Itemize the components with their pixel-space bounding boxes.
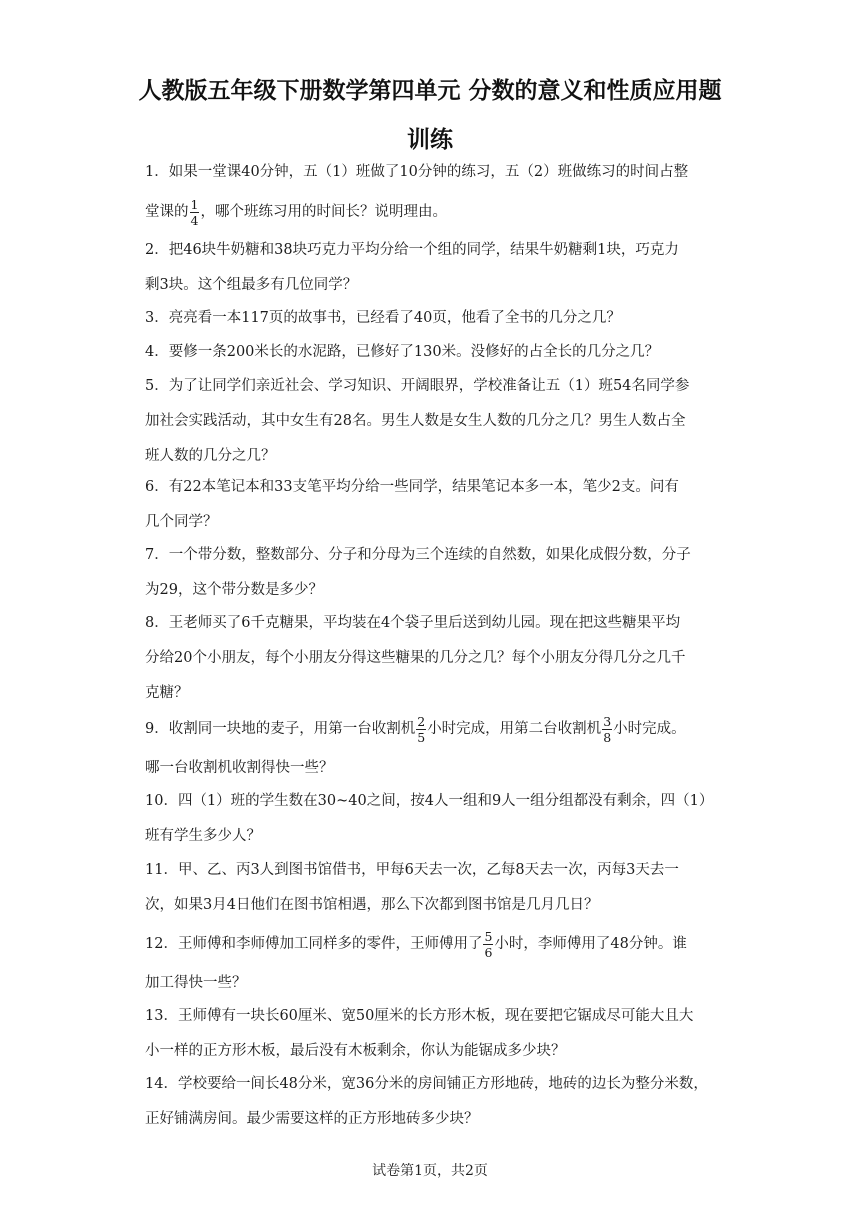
- fraction-denominator: 5: [417, 729, 426, 745]
- question-text: 哪一台收割机收割得快一些？: [145, 760, 334, 776]
- fraction: [602, 714, 612, 745]
- question-1: [145, 155, 723, 234]
- question-text: 分给20个小朋友，每个小朋友分得这些糖果的几分之几？每个小朋友分得几分之几千: [145, 650, 686, 666]
- question-text: 剩3块。这个组最多有几位同学？: [145, 277, 358, 293]
- question-number: 1．: [145, 164, 169, 180]
- question-text: 克糖？: [145, 685, 189, 701]
- question-text: 班有学生多少人？: [145, 828, 261, 844]
- question-8: [145, 606, 723, 711]
- question-text: 班人数的几分之几？: [145, 448, 276, 464]
- question-number: 4．: [145, 344, 169, 360]
- page-title-line-1: 人教版五年级下册数学第四单元 分数的意义和性质应用题: [138, 78, 722, 104]
- fraction: [483, 929, 493, 960]
- question-text: 王师傅有一块长60厘米、宽50厘米的长方形木板，现在要把它锯成尽可能大且大: [177, 1008, 694, 1024]
- question-text: 加工得快一些？: [145, 975, 247, 991]
- question-number: 8．: [145, 615, 169, 631]
- fraction-denominator: 4: [190, 212, 199, 228]
- question-6: [145, 470, 723, 540]
- question-text: 如果一堂课40分钟，五（1）班做了10分钟的练习，五（2）班做练习的时间占整: [168, 164, 689, 180]
- question-text: 为29，这个带分数是多少？: [145, 582, 323, 598]
- question-number: 14．: [145, 1076, 178, 1092]
- fraction-denominator: 8: [603, 729, 612, 745]
- question-3: [145, 301, 723, 336]
- question-text: 小一样的正方形木板，最后没有木板剩余，你认为能锯成多少块？: [145, 1043, 566, 1059]
- fraction: [190, 197, 200, 228]
- question-text: 把46块牛奶糖和38块巧克力平均分给一个组的同学，结果牛奶糖剩1块，巧克力: [168, 242, 679, 258]
- question-text: 王老师买了6千克糖果，平均装在4个袋子里后送到幼儿园。现在把这些糖果平均: [168, 615, 681, 631]
- question-text: 小时完成，用第二台收割机: [427, 721, 602, 737]
- fraction-numerator: 5: [484, 928, 493, 944]
- fraction: [416, 714, 426, 745]
- question-number: 2．: [145, 242, 169, 258]
- question-5: [145, 369, 723, 474]
- question-13: [145, 999, 723, 1069]
- question-text: 要修一条200米长的水泥路，已修好了130米。没修好的占全长的几分之几？: [168, 344, 660, 360]
- question-text: 亮亮看一本117页的故事书，已经看了40页，他看了全书的几分之几？: [168, 310, 621, 326]
- question-number: 5．: [145, 378, 169, 394]
- question-number: 3．: [145, 310, 169, 326]
- question-9: [145, 707, 723, 786]
- question-7: [145, 538, 723, 608]
- question-10: [145, 784, 723, 854]
- fraction-denominator: 6: [484, 944, 493, 960]
- page-footer: 试卷第1页，共2页: [372, 1163, 488, 1179]
- question-text: 为了让同学们亲近社会、学习知识、开阔眼界，学校准备让五（1）班54名同学参: [168, 378, 690, 394]
- question-text: 四（1）班的学生数在30~40之间，按4人一组和9人一组分组都没有剩余，四（1）: [177, 793, 714, 809]
- question-number: 7．: [145, 547, 169, 563]
- question-number: 9．: [145, 721, 169, 737]
- question-number: 10．: [145, 793, 178, 809]
- question-text: 甲、乙、丙3人到图书馆借书，甲每6天去一次，乙每8天去一次，丙每3天去一: [177, 862, 679, 878]
- question-number: 11．: [145, 862, 178, 878]
- question-11: [145, 853, 723, 923]
- fraction-numerator: 1: [190, 196, 199, 212]
- question-text: 次，如果3月4日他们在图书馆相遇，那么下次都到图书馆是几月几日？: [145, 897, 599, 913]
- page-title-line-2: 训练: [407, 127, 453, 153]
- question-number: 12．: [145, 936, 178, 952]
- question-text: 王师傅和李师傅加工同样多的零件，王师傅用了: [177, 936, 483, 952]
- question-number: 13．: [145, 1008, 178, 1024]
- fraction-numerator: 3: [603, 713, 612, 729]
- question-2: [145, 233, 723, 303]
- question-4: [145, 335, 723, 370]
- question-number: 6．: [145, 479, 169, 495]
- question-14: [145, 1067, 723, 1137]
- question-text: 一个带分数，整数部分、分子和分母为三个连续的自然数，如果化成假分数，分子: [168, 547, 691, 563]
- question-text: 收割同一块地的麦子，用第一台收割机: [168, 721, 416, 737]
- question-text: 堂课的: [145, 204, 189, 220]
- question-text: 小时完成。: [613, 721, 686, 737]
- fraction-numerator: 2: [417, 713, 426, 729]
- question-text: ，哪个班练习用的时间长？说明理由。: [200, 204, 447, 220]
- question-12: [145, 922, 723, 1001]
- question-text: 几个同学？: [145, 514, 218, 530]
- question-text: 学校要给一间长48分米，宽36分米的房间铺正方形地砖，地砖的边长为整分米数，: [177, 1076, 708, 1092]
- question-text: 正好铺满房间。最少需要这样的正方形地砖多少块？: [145, 1111, 479, 1127]
- question-text: 有22本笔记本和33支笔平均分给一些同学，结果笔记本多一本，笔少2支。问有: [168, 479, 679, 495]
- question-text: 小时，李师傅用了48分钟。谁: [494, 936, 687, 952]
- question-text: 加社会实践活动，其中女生有28名。男生人数是女生人数的几分之几？男生人数占全: [145, 413, 686, 429]
